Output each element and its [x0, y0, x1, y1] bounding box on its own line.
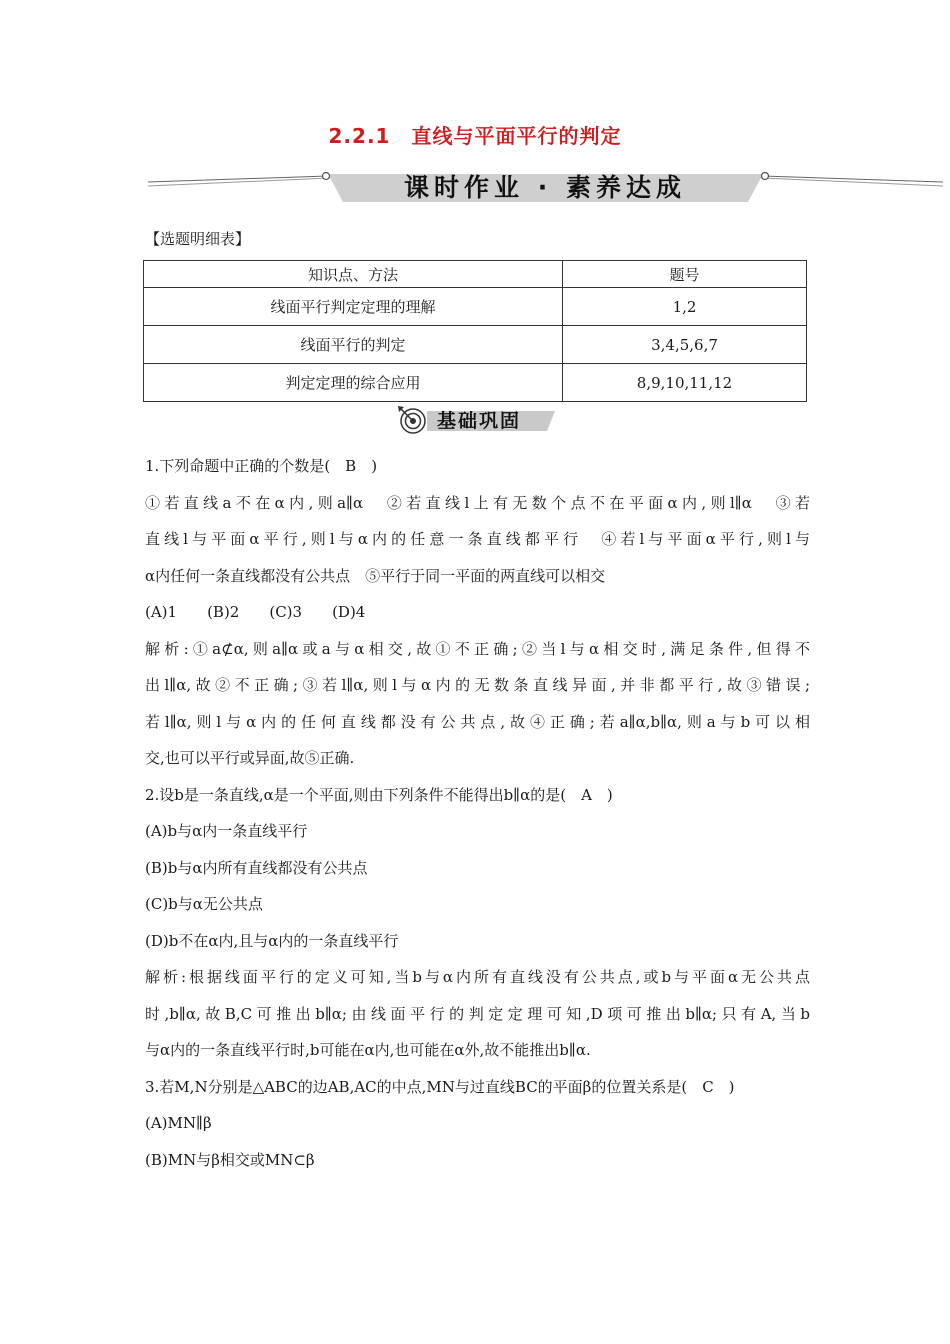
table-cell: 线面平行判定定理的理解: [144, 288, 563, 326]
table-caption: 【选题明细表】: [145, 230, 251, 248]
table-cell: 1,2: [563, 288, 807, 326]
exercise-content: [145, 448, 810, 1178]
question-3-option: (A)MN∥β: [145, 1114, 212, 1132]
table-row: [144, 326, 807, 364]
table-header-row: [144, 261, 807, 288]
banner-title: 课时作业 · 素养达成: [404, 173, 686, 202]
table-cell: 3,4,5,6,7: [563, 326, 807, 364]
question-2-option: (A)b与α内一条直线平行: [145, 822, 308, 840]
topic-table: [143, 260, 807, 402]
question-1-text-line: 直线l与平面α平行,则l与α内的任意一条直线都平行 ④若l与平面α平行,则l与: [145, 530, 810, 548]
question-1-solution-line: 若l∥α,则l与α内的任何直线都没有公共点,故④正确;若a∥α,b∥α,则a与b可以相: [145, 712, 810, 731]
question-1-text-line: ①若直线a不在α内,则a∥α ②若直线l上有无数个点不在平面α内,则l∥α ③若: [145, 493, 810, 512]
page-title: 2.2.1 直线与平面平行的判定: [328, 124, 622, 148]
question-1-solution-line: 解析:①a⊄α,则a∥α或a与α相交,故①不正确;②当l与α相交时,满足条件,但得不: [145, 639, 810, 658]
question-2-solution-line: 解析:根据线面平行的定义可知,当b与α内所有直线没有公共点,或b与平面α无公共点: [145, 968, 810, 986]
question-2-option: (B)b与α内所有直线都没有公共点: [145, 858, 368, 877]
question-1-solution-line: 交,也可以平行或异面,故⑤正确.: [145, 749, 355, 767]
table-row: [144, 288, 807, 326]
question-1-stem: 1.下列命题中正确的个数是( B ): [145, 457, 378, 475]
table-cell: 判定定理的综合应用: [144, 364, 563, 402]
question-2-stem: 2.设b是一条直线,α是一个平面,则由下列条件不能得出b∥α的是( A ): [145, 785, 613, 804]
question-2-solution-line: 时,b∥α,故B,C可推出b∥α;由线面平行的判定定理可知,D项可推出b∥α;只有A,当b: [145, 1004, 810, 1023]
table-row: [144, 364, 807, 402]
question-2-option: (C)b与α无公共点: [145, 895, 263, 913]
question-3-option: (B)MN与β相交或MN⊂β: [145, 1150, 315, 1169]
table-header-cell: 知识点、方法: [144, 261, 563, 288]
question-1-options: (A)1 (B)2 (C)3 (D)4: [145, 603, 366, 621]
table-cell: 线面平行的判定: [144, 326, 563, 364]
question-2-option: (D)b不在α内,且与α内的一条直线平行: [145, 931, 399, 950]
table-cell: 8,9,10,11,12: [563, 364, 807, 402]
question-3-stem: 3.若M,N分别是△ABC的边AB,AC的中点,MN与过直线BC的平面β的位置关系是( C ): [145, 1077, 735, 1096]
section-heading: 基础巩固: [437, 410, 522, 432]
question-1-solution-line: 出l∥α,故②不正确;③若l∥α,则l与α内的无数条直线异面,并非都平行,故③错误;: [145, 676, 810, 694]
question-1-text-line: α内任何一条直线都没有公共点 ⑤平行于同一平面的两直线可以相交: [145, 566, 606, 585]
table-header-cell: 题号: [563, 261, 807, 288]
question-2-solution-line: 与α内的一条直线平行时,b可能在α内,也可能在α外,故不能推出b∥α.: [145, 1041, 591, 1059]
